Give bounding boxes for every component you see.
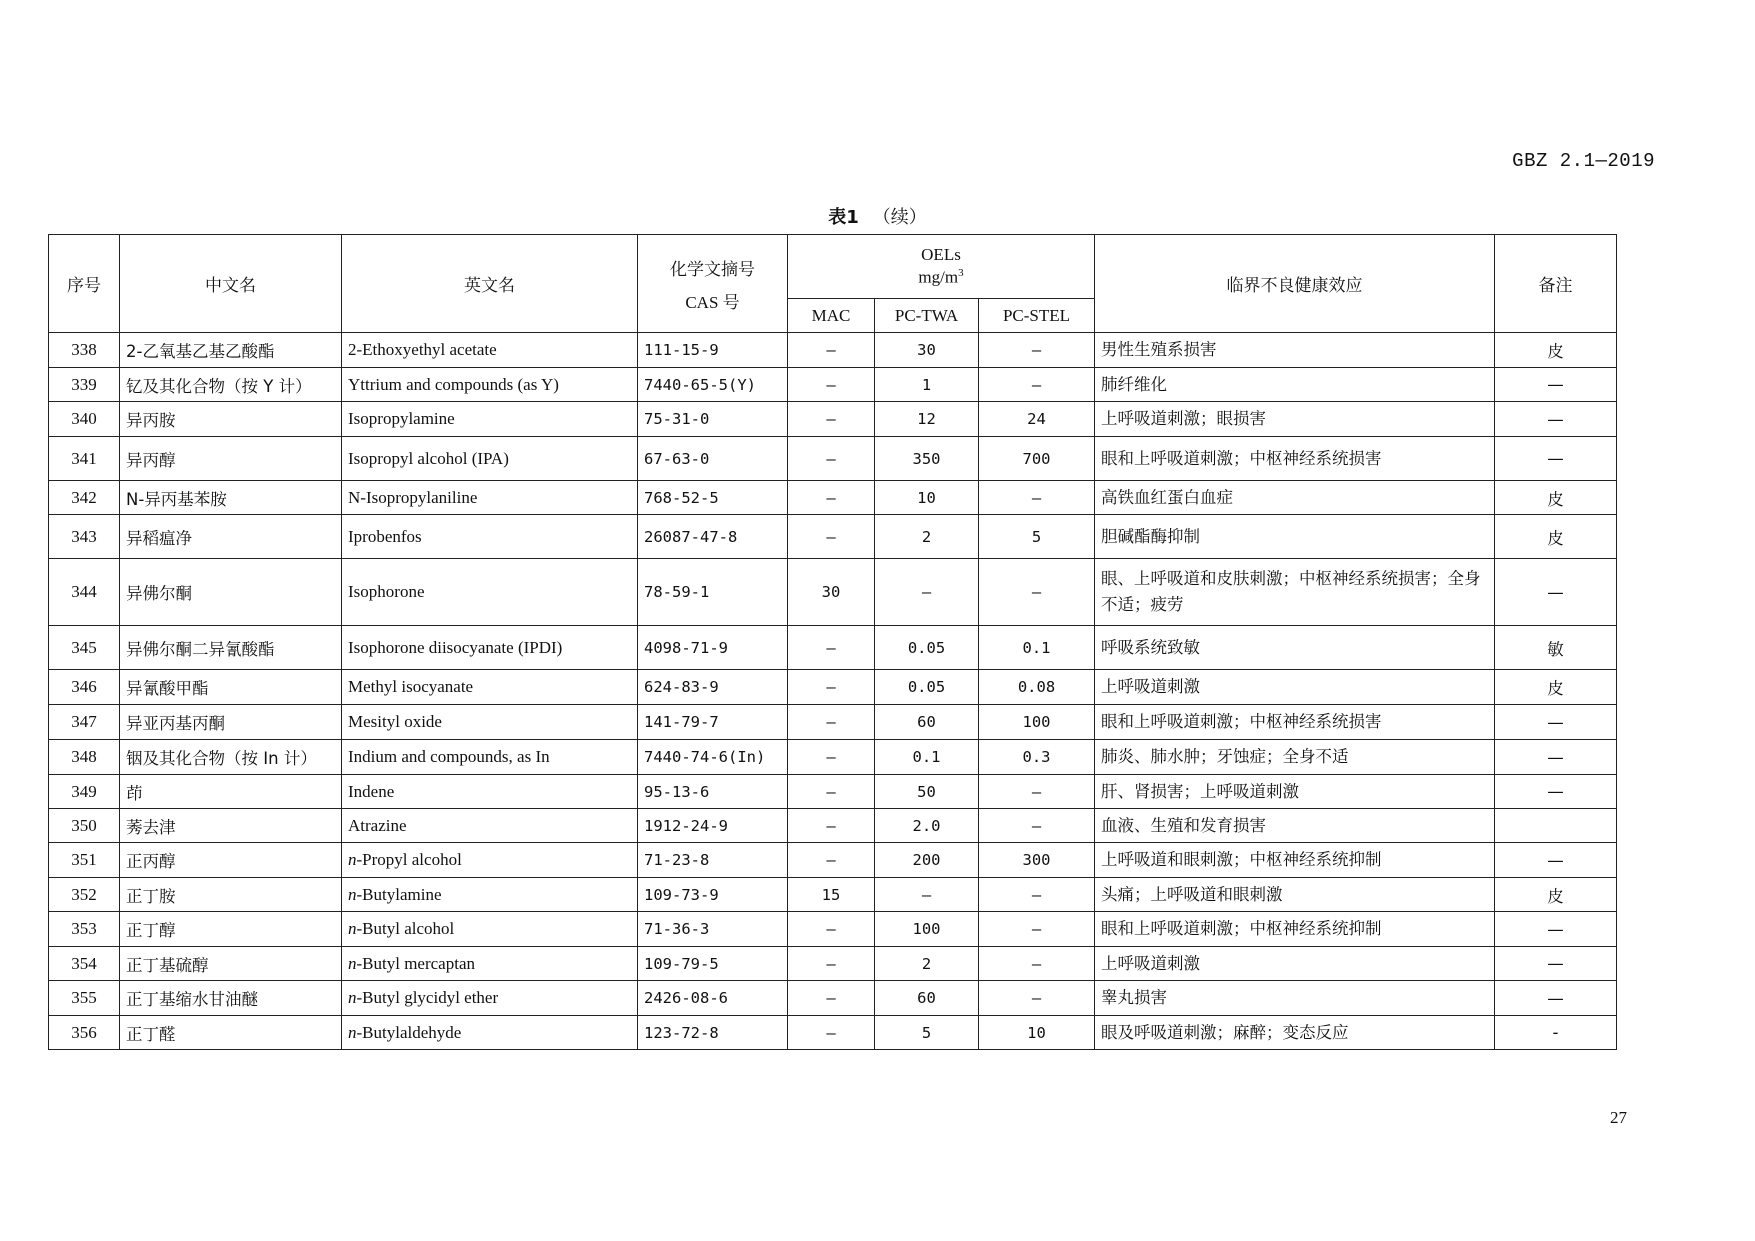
cell-cn-name: 正丁醛 bbox=[120, 1016, 342, 1050]
cell-pc-stel: 5 bbox=[979, 515, 1095, 559]
table-row bbox=[49, 947, 1617, 981]
page-number: 27 bbox=[1610, 1108, 1627, 1127]
cell-note: — bbox=[1495, 843, 1617, 878]
cell-pc-stel: — bbox=[979, 481, 1095, 515]
table-row bbox=[49, 775, 1617, 809]
cell-effect: 眼和上呼吸道刺激；中枢神经系统抑制 bbox=[1095, 912, 1495, 947]
cell-cn-name: 正丁基缩水甘油醚 bbox=[120, 981, 342, 1016]
cell-effect: 高铁血红蛋白血症 bbox=[1095, 481, 1495, 515]
cell-cas: 95-13-6 bbox=[638, 775, 788, 809]
cell-effect: 眼、上呼吸道和皮肤刺激；中枢神经系统损害；全身不适；疲劳 bbox=[1095, 559, 1495, 626]
col-header-pc-twa: PC-TWA bbox=[875, 299, 979, 333]
en-name-text: Mesityl oxide bbox=[348, 712, 442, 731]
cell-no: 342 bbox=[49, 481, 120, 515]
cell-no: 340 bbox=[49, 402, 120, 437]
col-header-cas bbox=[638, 235, 788, 333]
cell-pc-twa: — bbox=[875, 878, 979, 912]
cell-en-name bbox=[342, 740, 638, 775]
cell-cn-name: 正丁胺 bbox=[120, 878, 342, 912]
cell-note: 皮 bbox=[1495, 670, 1617, 705]
cell-en-name bbox=[342, 981, 638, 1016]
en-name-text: N-Isopropylaniline bbox=[348, 487, 478, 507]
en-name-text: Indium and compounds, as In bbox=[348, 747, 550, 766]
cell-pc-stel: 0.3 bbox=[979, 740, 1095, 775]
cell-cn-name: 异佛尔酮 bbox=[120, 559, 342, 626]
cell-en-name bbox=[342, 705, 638, 740]
cell-effect: 男性生殖系损害 bbox=[1095, 333, 1495, 368]
cell-effect: 上呼吸道刺激 bbox=[1095, 670, 1495, 705]
cell-no: 344 bbox=[49, 559, 120, 626]
cell-effect: 胆碱酯酶抑制 bbox=[1095, 515, 1495, 559]
cell-cn-name: 正丁基硫醇 bbox=[120, 947, 342, 981]
standard-code: GBZ 2.1—2019 bbox=[1512, 150, 1655, 172]
cell-no: 339 bbox=[49, 368, 120, 402]
cell-mac: — bbox=[788, 809, 875, 843]
table-row bbox=[49, 402, 1617, 437]
cell-en-name bbox=[342, 368, 638, 402]
cell-cas: 7440-65-5(Y) bbox=[638, 368, 788, 402]
col-header-en-name: 英文名 bbox=[342, 235, 638, 333]
cell-cas: 1912-24-9 bbox=[638, 809, 788, 843]
en-name-text: Isopropylamine bbox=[348, 409, 455, 428]
table-row bbox=[49, 705, 1617, 740]
cell-pc-stel: 700 bbox=[979, 437, 1095, 481]
table-row bbox=[49, 670, 1617, 705]
cell-note: 皮 bbox=[1495, 515, 1617, 559]
cell-no: 347 bbox=[49, 705, 120, 740]
cell-en-name bbox=[342, 515, 638, 559]
en-name-text: -Butylamine bbox=[356, 884, 442, 904]
cell-no: 350 bbox=[49, 809, 120, 843]
en-name-prefix: n bbox=[348, 1022, 357, 1042]
cell-note: — bbox=[1495, 368, 1617, 402]
cell-no: 355 bbox=[49, 981, 120, 1016]
cell-no: 351 bbox=[49, 843, 120, 878]
cell-cn-name: 异氰酸甲酯 bbox=[120, 670, 342, 705]
cell-en-name bbox=[342, 333, 638, 368]
cell-cas: 26087-47-8 bbox=[638, 515, 788, 559]
cell-cas: 67-63-0 bbox=[638, 437, 788, 481]
cell-pc-stel: 0.08 bbox=[979, 670, 1095, 705]
col-header-effect: 临界不良健康效应 bbox=[1095, 235, 1495, 333]
cell-no: 343 bbox=[49, 515, 120, 559]
cell-en-name bbox=[342, 670, 638, 705]
cell-pc-twa: 10 bbox=[875, 481, 979, 515]
cell-no: 354 bbox=[49, 947, 120, 981]
table-row bbox=[49, 515, 1617, 559]
cell-pc-twa: 60 bbox=[875, 705, 979, 740]
cell-note: 敏 bbox=[1495, 626, 1617, 670]
col-header-cn-name: 中文名 bbox=[120, 235, 342, 333]
cell-no: 352 bbox=[49, 878, 120, 912]
cell-cas: 141-79-7 bbox=[638, 705, 788, 740]
cell-pc-stel: 100 bbox=[979, 705, 1095, 740]
cell-en-name bbox=[342, 843, 638, 878]
cell-pc-twa: 2 bbox=[875, 947, 979, 981]
col-header-pc-stel: PC-STEL bbox=[979, 299, 1095, 333]
en-name-prefix: n bbox=[348, 953, 357, 973]
cell-cas: 624-83-9 bbox=[638, 670, 788, 705]
table-caption: 表1 bbox=[828, 207, 859, 228]
cell-pc-stel: 0.1 bbox=[979, 626, 1095, 670]
cell-cas: 123-72-8 bbox=[638, 1016, 788, 1050]
cell-en-name bbox=[342, 559, 638, 626]
cell-mac: — bbox=[788, 740, 875, 775]
oels-unit: $mg/m^3$ bbox=[918, 267, 964, 287]
cell-pc-stel: — bbox=[979, 981, 1095, 1016]
cell-pc-stel: — bbox=[979, 333, 1095, 368]
cell-effect: 睾丸损害 bbox=[1095, 981, 1495, 1016]
en-name-text: -Propyl alcohol bbox=[356, 850, 462, 869]
cell-cn-name: 异丙醇 bbox=[120, 437, 342, 481]
table-row bbox=[49, 912, 1617, 947]
cell-pc-twa: 50 bbox=[875, 775, 979, 809]
cell-pc-twa: 100 bbox=[875, 912, 979, 947]
cell-effect: 上呼吸道和眼刺激；中枢神经系统抑制 bbox=[1095, 843, 1495, 878]
table-row bbox=[49, 481, 1617, 515]
cell-mac: 30 bbox=[788, 559, 875, 626]
table-caption-continued: （续） bbox=[872, 207, 927, 228]
cell-effect: 上呼吸道刺激 bbox=[1095, 947, 1495, 981]
cell-note: — bbox=[1495, 559, 1617, 626]
cell-note: — bbox=[1495, 437, 1617, 481]
cell-mac: 15 bbox=[788, 878, 875, 912]
cell-pc-twa: 0.05 bbox=[875, 626, 979, 670]
cell-effect: 血液、生殖和发育损害 bbox=[1095, 809, 1495, 843]
cell-cas: 75-31-0 bbox=[638, 402, 788, 437]
cell-cn-name: 正丁醇 bbox=[120, 912, 342, 947]
en-name-text: 2-Ethoxyethyl acetate bbox=[348, 340, 497, 359]
table-row bbox=[49, 437, 1617, 481]
cell-cas: 71-36-3 bbox=[638, 912, 788, 947]
cell-cas: 109-79-5 bbox=[638, 947, 788, 981]
cell-mac: — bbox=[788, 626, 875, 670]
cell-en-name bbox=[342, 809, 638, 843]
en-name-prefix: n bbox=[348, 988, 357, 1007]
cell-pc-twa: 0.05 bbox=[875, 670, 979, 705]
cell-cn-name: 异丙胺 bbox=[120, 402, 342, 437]
cell-en-name bbox=[342, 912, 638, 947]
cell-pc-twa: 60 bbox=[875, 981, 979, 1016]
cell-note: 皮 bbox=[1495, 333, 1617, 368]
cell-no: 338 bbox=[49, 333, 120, 368]
col-header-oels bbox=[788, 235, 1095, 299]
cell-note: — bbox=[1495, 740, 1617, 775]
cell-cn-name: 异佛尔酮二异氰酸酯 bbox=[120, 626, 342, 670]
cell-pc-stel: — bbox=[979, 947, 1095, 981]
cell-en-name bbox=[342, 626, 638, 670]
oels-label: OELs bbox=[921, 245, 961, 265]
en-name-text: Isopropyl alcohol (IPA) bbox=[348, 448, 509, 468]
table-row bbox=[49, 626, 1617, 670]
cell-en-name bbox=[342, 775, 638, 809]
table-row bbox=[49, 843, 1617, 878]
cell-pc-twa: 30 bbox=[875, 333, 979, 368]
cell-effect: 呼吸系统致敏 bbox=[1095, 626, 1495, 670]
cell-mac: — bbox=[788, 402, 875, 437]
cell-pc-stel: 300 bbox=[979, 843, 1095, 878]
cell-en-name bbox=[342, 878, 638, 912]
en-name-text: -Butylaldehyde bbox=[356, 1022, 462, 1042]
cell-pc-twa: 350 bbox=[875, 437, 979, 481]
cell-cas: 78-59-1 bbox=[638, 559, 788, 626]
cell-mac: — bbox=[788, 333, 875, 368]
cell-pc-twa: 12 bbox=[875, 402, 979, 437]
cell-mac: — bbox=[788, 947, 875, 981]
cell-en-name bbox=[342, 437, 638, 481]
cell-pc-stel: — bbox=[979, 368, 1095, 402]
table-row bbox=[49, 559, 1617, 626]
cas-header-line2: CAS 号 bbox=[685, 292, 740, 312]
cell-pc-twa: 200 bbox=[875, 843, 979, 878]
cell-pc-stel: 10 bbox=[979, 1016, 1095, 1050]
cell-effect: 上呼吸道刺激；眼损害 bbox=[1095, 402, 1495, 437]
cell-cas: 71-23-8 bbox=[638, 843, 788, 878]
cell-cn-name: 2-乙氧基乙基乙酸酯 bbox=[120, 333, 342, 368]
cell-effect: 肺炎、肺水肿；牙蚀症；全身不适 bbox=[1095, 740, 1495, 775]
cell-effect: 肺纤维化 bbox=[1095, 368, 1495, 402]
cell-cas: 4098-71-9 bbox=[638, 626, 788, 670]
cell-pc-stel: — bbox=[979, 775, 1095, 809]
cell-mac: — bbox=[788, 705, 875, 740]
cell-mac: — bbox=[788, 775, 875, 809]
en-name-text: -Butyl mercaptan bbox=[356, 953, 475, 973]
cell-pc-twa: 2 bbox=[875, 515, 979, 559]
cell-pc-stel: — bbox=[979, 559, 1095, 626]
en-name-prefix: n bbox=[348, 919, 357, 938]
cell-cn-name: 正丙醇 bbox=[120, 843, 342, 878]
cell-no: 356 bbox=[49, 1016, 120, 1050]
cell-cas: 7440-74-6(In) bbox=[638, 740, 788, 775]
cell-cas: 111-15-9 bbox=[638, 333, 788, 368]
cell-effect: 眼及呼吸道刺激；麻醉；变态反应 bbox=[1095, 1016, 1495, 1050]
cell-note: — bbox=[1495, 775, 1617, 809]
cell-pc-stel: — bbox=[979, 809, 1095, 843]
cell-mac: — bbox=[788, 1016, 875, 1050]
cell-pc-stel: — bbox=[979, 878, 1095, 912]
cell-note: 皮 bbox=[1495, 878, 1617, 912]
cell-mac: — bbox=[788, 912, 875, 947]
cell-pc-twa: 0.1 bbox=[875, 740, 979, 775]
cell-no: 353 bbox=[49, 912, 120, 947]
cell-cn-name: N-异丙基苯胺 bbox=[120, 481, 342, 515]
en-name-prefix: n bbox=[348, 884, 357, 904]
col-header-note: 备注 bbox=[1495, 235, 1617, 333]
cell-effect: 眼和上呼吸道刺激；中枢神经系统损害 bbox=[1095, 705, 1495, 740]
cell-pc-twa: — bbox=[875, 559, 979, 626]
cell-pc-stel: 24 bbox=[979, 402, 1095, 437]
cell-en-name bbox=[342, 402, 638, 437]
cell-effect: 肝、肾损害；上呼吸道刺激 bbox=[1095, 775, 1495, 809]
cell-cn-name: 铟及其化合物（按 In 计） bbox=[120, 740, 342, 775]
cell-mac: — bbox=[788, 843, 875, 878]
cell-no: 346 bbox=[49, 670, 120, 705]
cell-pc-twa: 2.0 bbox=[875, 809, 979, 843]
cell-mac: — bbox=[788, 481, 875, 515]
en-name-text: Isophorone bbox=[348, 582, 425, 601]
cell-note: 皮 bbox=[1495, 481, 1617, 515]
cell-no: 348 bbox=[49, 740, 120, 775]
en-name-prefix: n bbox=[348, 850, 357, 869]
cell-no: 345 bbox=[49, 626, 120, 670]
cell-cn-name: 钇及其化合物（按 Y 计） bbox=[120, 368, 342, 402]
cell-note: — bbox=[1495, 981, 1617, 1016]
cell-cn-name: 茚 bbox=[120, 775, 342, 809]
cas-header-line1: 化学文摘号 bbox=[670, 259, 755, 279]
cell-cas: 768-52-5 bbox=[638, 481, 788, 515]
cell-mac: — bbox=[788, 515, 875, 559]
en-name-text: Iprobenfos bbox=[348, 526, 422, 546]
table-row bbox=[49, 368, 1617, 402]
cell-cas: 109-73-9 bbox=[638, 878, 788, 912]
cell-mac: — bbox=[788, 981, 875, 1016]
cell-note: — bbox=[1495, 402, 1617, 437]
cell-cas: 2426-08-6 bbox=[638, 981, 788, 1016]
cell-mac: — bbox=[788, 670, 875, 705]
cell-effect: 头痛；上呼吸道和眼刺激 bbox=[1095, 878, 1495, 912]
cell-effect: 眼和上呼吸道刺激；中枢神经系统损害 bbox=[1095, 437, 1495, 481]
table-title bbox=[0, 203, 1755, 229]
en-name-text: Yttrium and compounds (as Y) bbox=[348, 374, 559, 394]
table-row bbox=[49, 809, 1617, 843]
cell-note bbox=[1495, 809, 1617, 843]
en-name-text: Atrazine bbox=[348, 815, 407, 835]
oel-table bbox=[48, 234, 1617, 1050]
table-row bbox=[49, 740, 1617, 775]
en-name-text: Methyl isocyanate bbox=[348, 677, 474, 696]
col-header-mac: MAC bbox=[788, 299, 875, 333]
cell-note: — bbox=[1495, 705, 1617, 740]
en-name-text: Isophorone diisocyanate (IPDI) bbox=[348, 637, 563, 657]
table-row bbox=[49, 878, 1617, 912]
cell-en-name bbox=[342, 481, 638, 515]
en-name-text: -Butyl alcohol bbox=[356, 919, 455, 938]
cell-mac: — bbox=[788, 368, 875, 402]
en-name-text: Indene bbox=[348, 781, 395, 801]
cell-mac: — bbox=[788, 437, 875, 481]
cell-cn-name: 异稻瘟净 bbox=[120, 515, 342, 559]
cell-en-name bbox=[342, 1016, 638, 1050]
cell-en-name bbox=[342, 947, 638, 981]
cell-pc-twa: 5 bbox=[875, 1016, 979, 1050]
table-row bbox=[49, 981, 1617, 1016]
cell-cn-name: 莠去津 bbox=[120, 809, 342, 843]
cell-pc-stel: — bbox=[979, 912, 1095, 947]
cell-no: 341 bbox=[49, 437, 120, 481]
table-row bbox=[49, 1016, 1617, 1050]
en-name-text: -Butyl glycidyl ether bbox=[356, 988, 499, 1007]
cell-pc-twa: 1 bbox=[875, 368, 979, 402]
cell-note: - bbox=[1495, 1016, 1617, 1050]
col-header-no: 序号 bbox=[49, 235, 120, 333]
cell-note: — bbox=[1495, 947, 1617, 981]
cell-note: — bbox=[1495, 912, 1617, 947]
cell-no: 349 bbox=[49, 775, 120, 809]
cell-cn-name: 异亚丙基丙酮 bbox=[120, 705, 342, 740]
table-row bbox=[49, 333, 1617, 368]
